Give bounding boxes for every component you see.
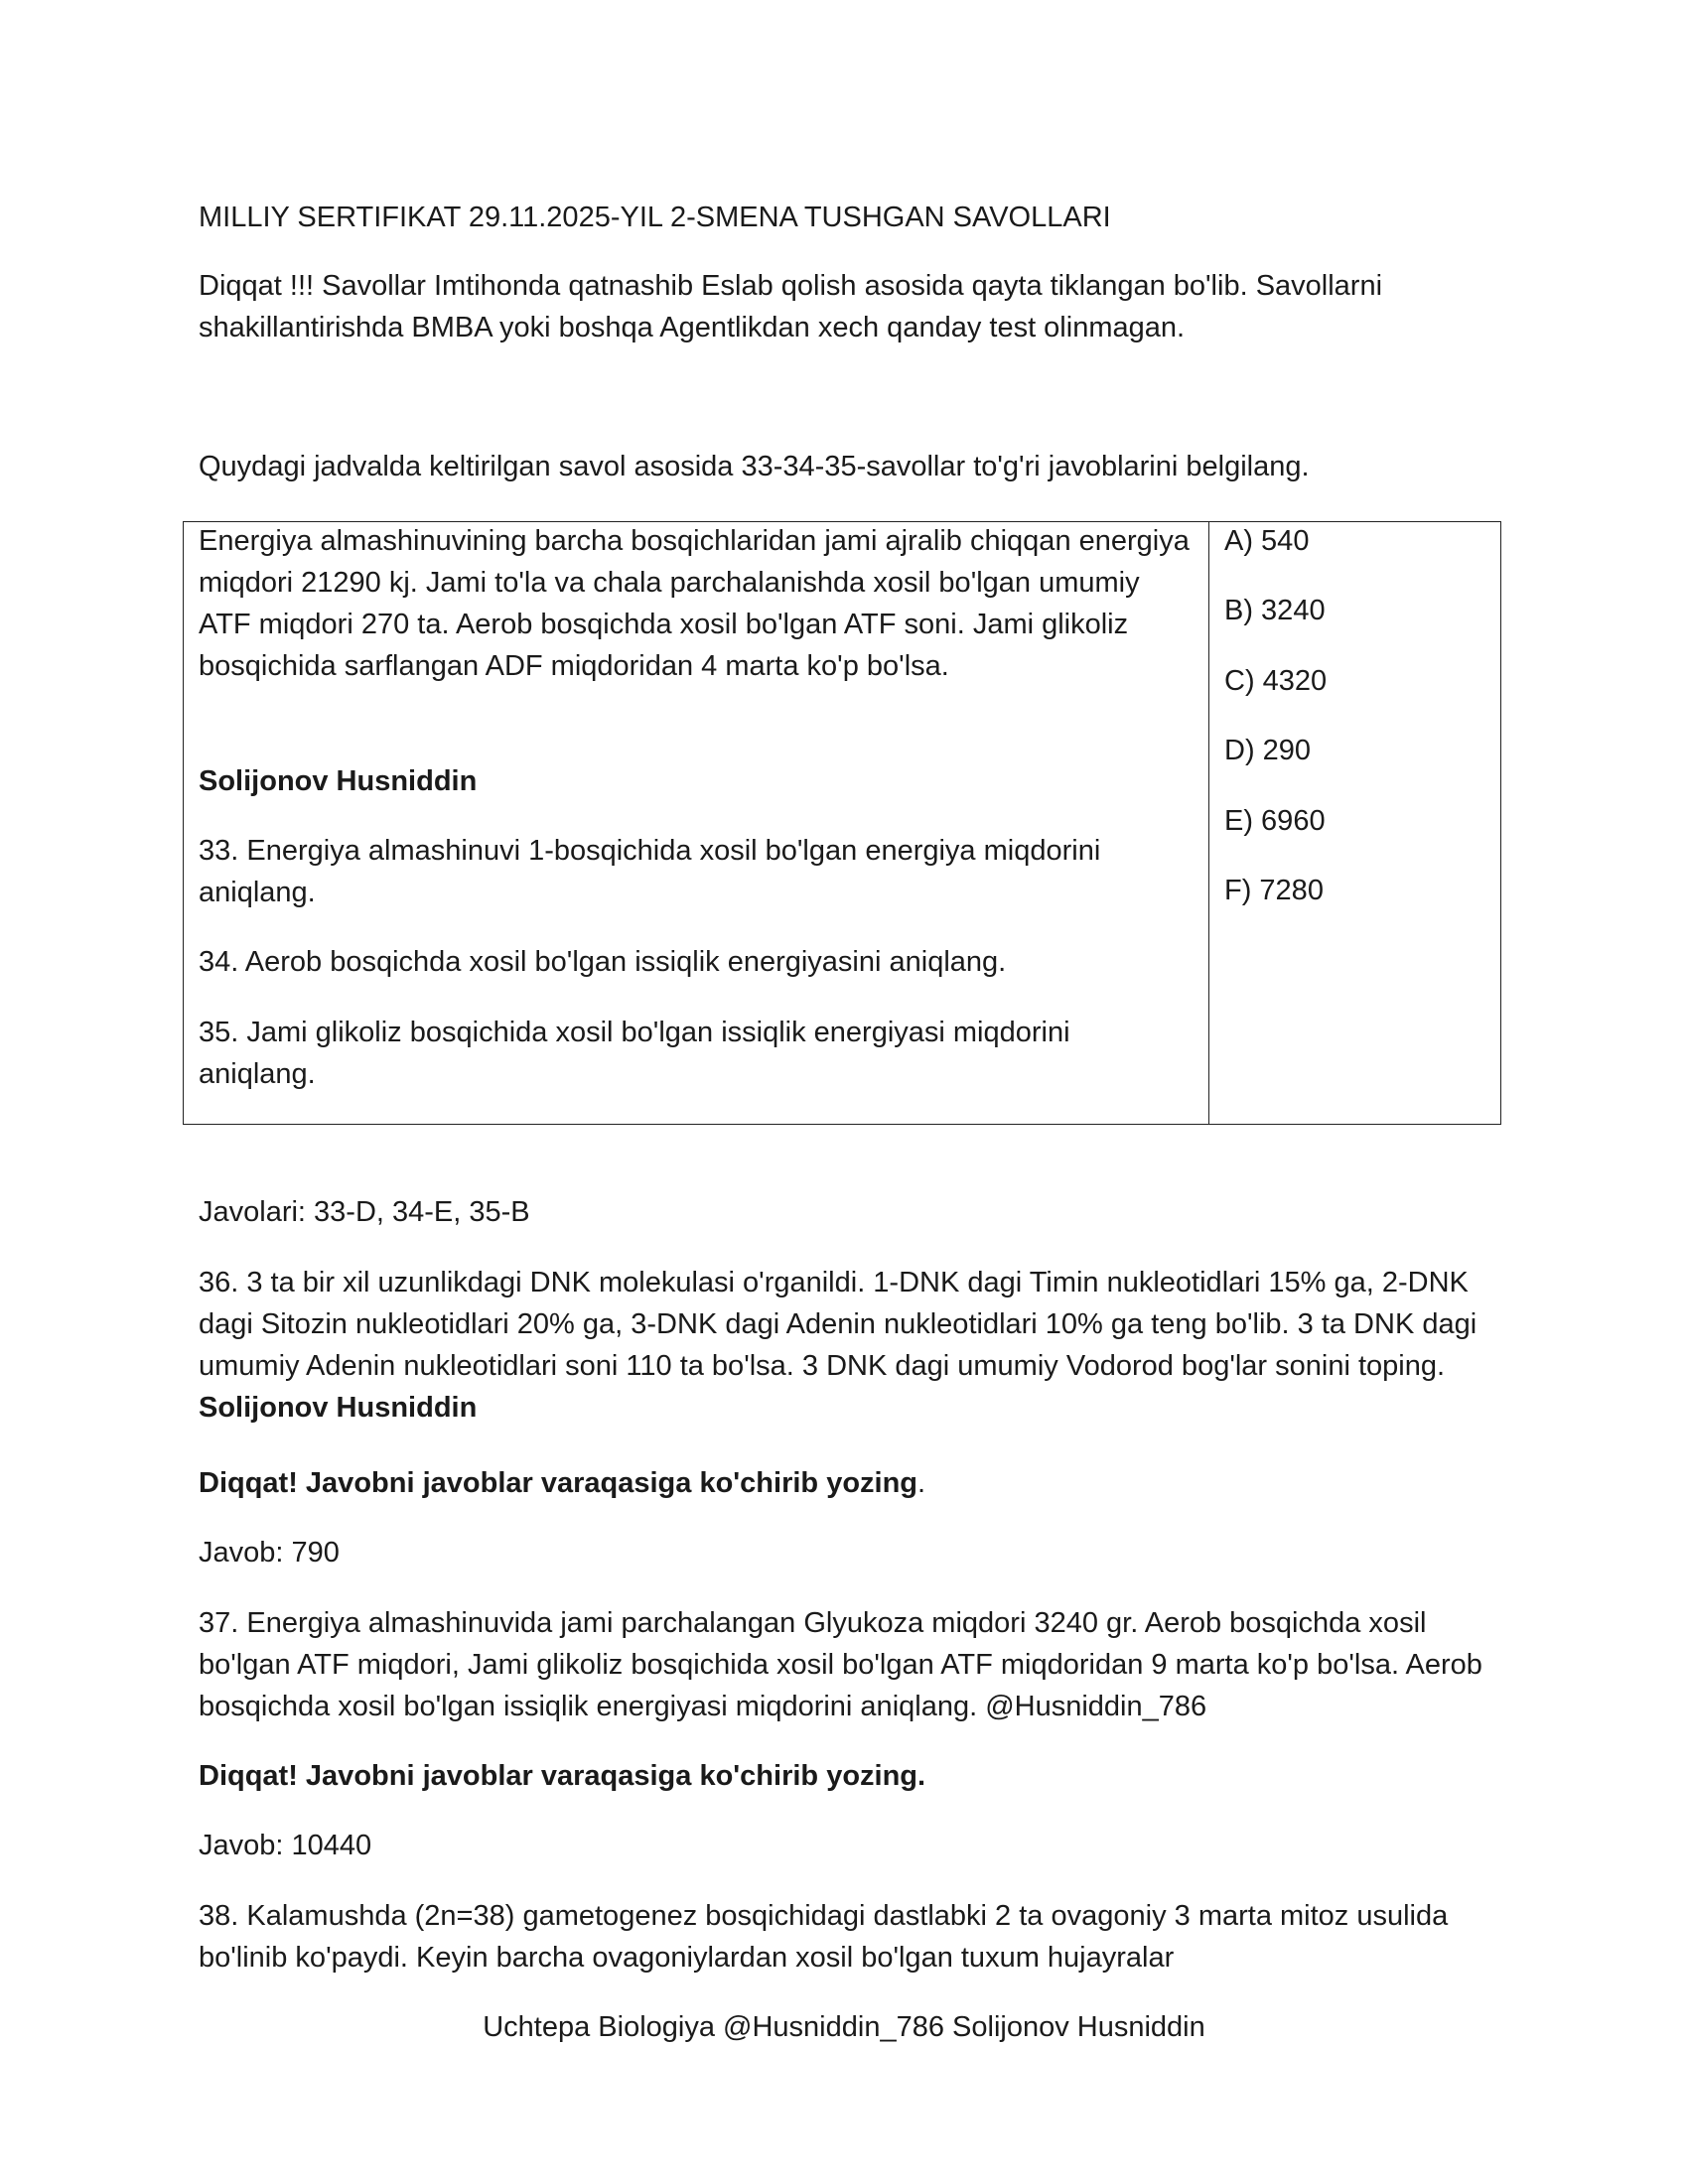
question-38: 38. Kalamushda (2n=38) gametogenez bosqichidagi dastlabki 2 ta ovagoniy 3 marta mitoz usulida bo'linib ko'paydi. Keyin barcha ovagoniylardan xosil bo'lgan tuxum hujayralar bbox=[199, 1900, 1449, 1974]
question-table bbox=[183, 521, 1501, 1125]
option-a: A) 540 bbox=[1224, 525, 1310, 557]
option-e: E) 6960 bbox=[1224, 805, 1326, 837]
answers-33-35: Javolari: 33-D, 34-E, 35-B bbox=[199, 1196, 530, 1228]
table-column-divider bbox=[1208, 522, 1209, 1124]
question-36-text: 36. 3 ta bir xil uzunlikdagi DNK molekulasi o'rganildi. 1-DNK dagi Timin nukleotidlari 15% ga, 2-DNK dagi Sitozin nukleotidlari 20% ga, 3-DNK dagi Adenin nukleotidlari 10% ga teng bo'lib. 3 ta DNK dagi umumiy Adenin nukleotidlari soni 110 ta bo'lsa. 3 DNK dagi umumiy Vodorod bog'lar sonini toping. bbox=[199, 1267, 1477, 1382]
question-36-notice bbox=[199, 1462, 1489, 1504]
question-37: 37. Energiya almashinuvida jami parchalangan Glyukoza miqdori 3240 gr. Aerob bosqichda xosil bo'lgan ATF miqdori, Jami glikoliz bosqichida xosil bo'lgan ATF miqdoridan 9 marta ko'p bo'lsa. Aerob bosqichda xosil bo'lgan issiqlik energiyasi miqdorini aniqlang. @Husniddin_786 bbox=[199, 1607, 1482, 1722]
document-title: MILLIY SERTIFIKAT 29.11.2025-YIL 2-SMENA TUSHGAN SAVOLLARI bbox=[199, 202, 1111, 233]
question-36 bbox=[199, 1262, 1489, 1429]
disclaimer-notice: Diqqat !!! Savollar Imtihonda qatnashib Eslab qolish asosida qayta tiklangan bo'lib. Savollarni shakillantirishda BMBA yoki boshqa Agentlikdan xech qanday test olinmagan. bbox=[199, 270, 1383, 343]
question-36-notice-text: Diqqat! Javobni javoblar varaqasiga ko'chirib yozing bbox=[199, 1467, 918, 1499]
option-d: D) 290 bbox=[1224, 735, 1312, 766]
page-footer: Uchtepa Biologiya @Husniddin_786 Solijonov Husniddin bbox=[483, 2011, 1205, 2043]
option-b: B) 3240 bbox=[1224, 595, 1326, 626]
question-36-notice-dot: . bbox=[917, 1467, 926, 1499]
question-37-answer: Javob: 10440 bbox=[199, 1830, 372, 1861]
question-36-answer: Javob: 790 bbox=[199, 1537, 340, 1569]
question-37-notice: Diqqat! Javobni javoblar varaqasiga ko'chirib yozing. bbox=[199, 1760, 926, 1792]
question-36-author: Solijonov Husniddin bbox=[199, 1392, 478, 1424]
option-f: F) 7280 bbox=[1224, 875, 1324, 906]
question-35: 35. Jami glikoliz bosqichida xosil bo'lgan issiqlik energiyasi miqdorini aniqlang. bbox=[199, 1017, 1070, 1090]
table-problem-text: Energiya almashinuvining barcha bosqichlaridan jami ajralib chiqqan energiya miqdori 21290 kj. Jami to'la va chala parchalanishda xosil bo'lgan umumiy ATF miqdori 270 ta. Aerob bosqichda xosil bo'lgan ATF soni. Jami glikoliz bosqichida sarflangan ADF miqdoridan 4 marta ko'p bo'lsa. bbox=[199, 525, 1190, 682]
table-intro: Quydagi jadvalda keltirilgan savol asosida 33-34-35-savollar to'g'ri javoblarini belgilang. bbox=[199, 451, 1310, 482]
table-author: Solijonov Husniddin bbox=[199, 765, 478, 797]
question-34: 34. Aerob bosqichda xosil bo'lgan issiqlik energiyasini aniqlang. bbox=[199, 946, 1007, 978]
option-c: C) 4320 bbox=[1224, 665, 1328, 697]
question-33: 33. Energiya almashinuvi 1-bosqichida xosil bo'lgan energiya miqdorini aniqlang. bbox=[199, 835, 1101, 908]
